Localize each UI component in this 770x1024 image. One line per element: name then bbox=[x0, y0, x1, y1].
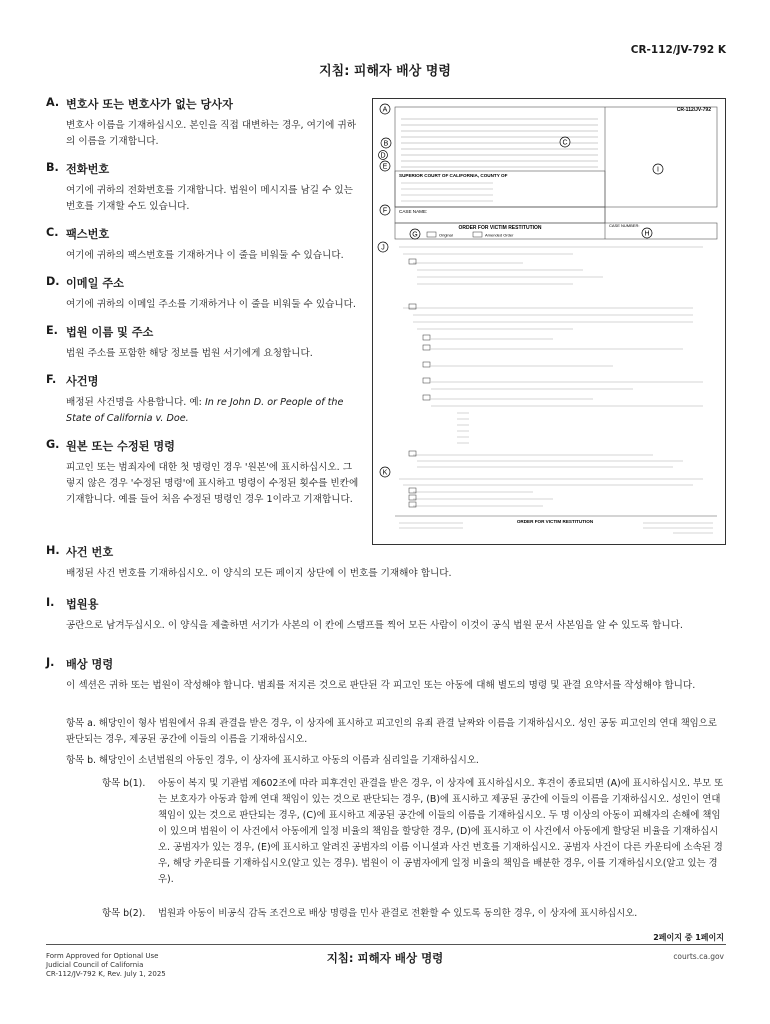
thumb-amended: Amended Order bbox=[485, 232, 514, 238]
form-thumbnail-drawing bbox=[373, 99, 725, 544]
page-number: 2페이지 중 1페이지 bbox=[653, 933, 724, 942]
thumb-original: Original bbox=[439, 232, 453, 238]
section-text: 이 섹션은 귀하 또는 법원이 작성해야 합니다. 범죄를 저지른 것으로 판단된 각 피고인 또는 아동에 대해 별도의 명령 및 관결 요약서를 작성해야 합니다. bbox=[66, 680, 696, 691]
callout-h: H bbox=[644, 230, 650, 238]
section-letter: J. bbox=[46, 656, 55, 669]
item-b2-text: 법원과 아동이 비공식 감독 조건으로 배상 명령을 민사 관결로 전환할 수 있도록 동의한 경우, 이 상자에 표시하십시오. bbox=[158, 908, 638, 919]
item-b1-label: 항목 b(1). bbox=[102, 778, 146, 789]
section-text-plain: 배정된 사건명을 사용합니다. 예: bbox=[66, 397, 205, 408]
section-j bbox=[46, 656, 726, 694]
section-letter: I. bbox=[46, 596, 55, 609]
page-title: 지침: 피해자 배상 명령 bbox=[319, 64, 451, 79]
section-text: 공란으로 남겨두십시오. 이 양식을 제출하면 서기가 사본의 이 칸에 스탬프를 찍어 모든 사람이 이것이 공식 법원 문서 사본임을 알 수 있도록 합니다. bbox=[66, 620, 683, 631]
section-heading: 전화번호 bbox=[66, 163, 110, 176]
item-a-text: 항목 a. 해당인이 형사 법원에서 유죄 관결을 받은 경우, 이 상자에 표시하고 피고인의 유죄 관결 날짜와 이름을 기재하십시오. 성인 공동 피고인의 연대 책임으로 판단되는 경우, 제공된 공간에 이들의 이름을 기재하십시오. bbox=[66, 718, 717, 745]
form-thumbnail bbox=[372, 98, 726, 545]
callout-i: I bbox=[657, 166, 659, 174]
callout-e: E bbox=[382, 163, 388, 171]
thumb-case-number: CASE NUMBER: bbox=[609, 223, 640, 228]
footer-line: CR-112/JV-792 K, Rev. July 1, 2025 bbox=[46, 970, 166, 978]
section-letter: C. bbox=[46, 226, 59, 239]
section-e bbox=[46, 324, 360, 362]
footer-title: 지침: 피해자 배상 명령 bbox=[326, 951, 444, 965]
section-heading: 법원 이름 및 주소 bbox=[66, 326, 154, 339]
footer-line: Form Approved for Optional Use bbox=[46, 952, 159, 960]
item-b-text: 항목 b. 해당인이 소년법원의 아동인 경우, 이 상자에 표시하고 아동의 이름과 심리일을 기재하십시오. bbox=[66, 755, 479, 766]
section-b bbox=[46, 161, 360, 215]
section-text-example: In re John D. or People of the State of California v. Doe. bbox=[66, 397, 344, 424]
section-heading: 변호사 또는 변호사가 없는 당사자 bbox=[66, 98, 233, 111]
callout-f: F bbox=[382, 207, 388, 215]
footer-divider bbox=[46, 944, 726, 945]
section-f bbox=[46, 373, 360, 427]
left-column bbox=[46, 96, 360, 519]
thumb-form-no: CR-112/JV-792 bbox=[676, 107, 711, 113]
callout-a: A bbox=[382, 106, 388, 114]
form-number: CR-112/JV-792 K bbox=[630, 44, 726, 56]
section-heading: 원본 또는 수정된 명령 bbox=[66, 440, 175, 453]
item-b bbox=[66, 753, 726, 769]
section-i bbox=[46, 596, 726, 634]
section-text: 변호사 이름을 기재하십시오. 본인을 직접 대변하는 경우, 여기에 귀하의 이름을 기재합니다. bbox=[66, 120, 356, 147]
callout-b: B bbox=[383, 140, 389, 148]
section-text: 배정된 사건 번호를 기재하십시오. 이 양식의 모든 페이지 상단에 이 번호를 기재해야 합니다. bbox=[66, 568, 452, 579]
item-b1-text: 아동이 복지 및 기관법 제602조에 따라 피후견인 관결을 받은 경우, 이 상자에 표시하십시오. 후견이 종료되면 (A)에 표시하십시오. 부모 또는 보호자가 아동과 함께 연대 책임이 있는 것으로 판단되는 경우, (B)에 표시하고 제공된 공간에 이들의 이름을 기재하십시오. 성인이 연대 책임이 있는 것으로 판단되는 경우, (C)에 표시하고 제공된 공간에 이들의 이름을 기재하십시오. 두 명 이상의 아동이 피해자의 손해에 책임이 있으며 법원이 이 사건에서 아동에게 일정 비율의 책임을 할당한 경우, (D)에 표시하고 이 사건에서 아동에게 할당된 비율을 기재하십시오. 공범자가 있는 경우, (E)에 표시하고 알려진 공범자의 이름 이니셜과 사건 번호를 기재하십시오. 공범자 사건이 다른 카운티에 소속된 경우, 해당 카운티를 기재하십시오(알고 있는 경우). 법원이 이 공범자에게 일정 비율의 책임을 배분한 경우, 이를 기재하십시오(알고 있는 경우). bbox=[158, 778, 724, 885]
section-heading: 사건명 bbox=[66, 375, 99, 388]
section-h bbox=[46, 544, 726, 582]
section-letter: F. bbox=[46, 373, 57, 386]
section-text: 여기에 귀하의 이메일 주소를 기재하거나 이 줄을 비워둘 수 있습니다. bbox=[66, 299, 356, 310]
section-d bbox=[46, 275, 360, 313]
section-letter: D. bbox=[46, 275, 60, 288]
section-text: 여기에 귀하의 전화번호를 기재합니다. 법원이 메시지를 남길 수 있는 번호를 기재할 수도 있습니다. bbox=[66, 185, 353, 212]
item-b1 bbox=[102, 776, 726, 888]
section-heading: 팩스번호 bbox=[66, 228, 110, 241]
item-b2-label: 항목 b(2). bbox=[102, 908, 146, 919]
thumb-case-name: CASE NAME: bbox=[399, 209, 428, 214]
thumb-court-header: SUPERIOR COURT OF CALIFORNIA, COUNTY OF bbox=[399, 173, 508, 178]
callout-k: K bbox=[382, 469, 388, 477]
callout-c: C bbox=[562, 139, 568, 147]
section-heading: 배상 명령 bbox=[66, 658, 114, 671]
section-text bbox=[66, 395, 360, 427]
section-text: 피고인 또는 범죄자에 대한 첫 명령인 경우 '원본'에 표시하십시오. 그렇지 않은 경우 '수정된 명령'에 표시하고 명령이 수정된 횟수를 빈칸에 기재합니다. 예를 들어 처음 수정된 명령인 경우 1이라고 기재합니다. bbox=[66, 462, 359, 505]
footer-line: Judicial Council of California bbox=[46, 961, 144, 969]
section-text: 법원 주소를 포함한 해당 정보를 법원 서기에게 요청합니다. bbox=[66, 348, 313, 359]
item-b2 bbox=[102, 906, 726, 922]
item-a bbox=[66, 716, 726, 748]
section-letter: B. bbox=[46, 161, 59, 174]
section-g bbox=[46, 438, 360, 508]
callout-g: G bbox=[412, 231, 418, 239]
section-letter: G. bbox=[46, 438, 60, 451]
section-heading: 사건 번호 bbox=[66, 546, 114, 559]
section-a bbox=[46, 96, 360, 150]
section-letter: E. bbox=[46, 324, 58, 337]
thumb-order-title: ORDER FOR VICTIM RESTITUTION bbox=[458, 225, 542, 231]
callout-d: D bbox=[380, 152, 386, 160]
thumb-footer-title: ORDER FOR VICTIM RESTITUTION bbox=[516, 519, 594, 524]
section-c bbox=[46, 226, 360, 264]
section-letter: H. bbox=[46, 544, 60, 557]
section-text: 여기에 귀하의 팩스번호를 기재하거나 이 줄을 비워둘 수 있습니다. bbox=[66, 250, 344, 261]
footer-website[interactable]: courts.ca.gov bbox=[673, 952, 724, 961]
section-heading: 법원용 bbox=[66, 598, 99, 611]
callout-j: J bbox=[381, 244, 385, 252]
section-letter: A. bbox=[46, 96, 60, 109]
section-heading: 이메일 주소 bbox=[66, 277, 124, 290]
